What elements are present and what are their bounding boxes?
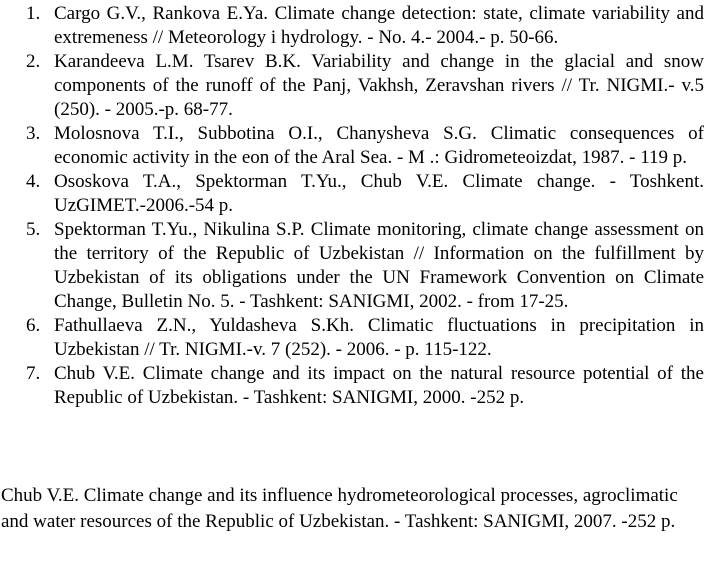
reference-item-4 — [0, 170, 704, 218]
reference-number: 5. — [26, 219, 41, 240]
reference-number: 4. — [26, 171, 41, 192]
reference-item-3 — [0, 122, 704, 170]
unnumbered-reference: Chub V.E. Climate change and its influence hydrometeorological processes, agroclimatic and water resources of the Republic of Uzbekistan. - Tashkent: SANIGMI, 2007. -252 p. — [1, 485, 678, 532]
reference-item-7 — [0, 362, 704, 410]
reference-text: Cargo G.V., Rankova E.Ya. Climate change detection: state, climate variability and extremeness // Meteorology i hydrology. - No. 4.- 2004.- p. 50-66. — [54, 3, 704, 48]
reference-item-5 — [0, 218, 704, 314]
reference-text: Spektorman T.Yu., Nikulina S.P. Climate monitoring, climate change assessment on the territory of the Republic of Uzbekistan // Information on the fulfillment by Uzbekistan of its obligations under the UN Framework Convention on Climate Change, Bulletin No. 5. - Tashkent: SANIGMI, 2002. - from 17-25. — [54, 219, 704, 312]
reference-text: Chub V.E. Climate change and its impact on the natural resource potential of the Republic of Uzbekistan. - Tashkent: SANIGMI, 2000. -252 p. — [54, 363, 704, 408]
reference-list — [0, 2, 704, 410]
reference-number: 6. — [26, 315, 41, 336]
reference-number: 1. — [26, 3, 41, 24]
reference-text: Fathullaeva Z.N., Yuldasheva S.Kh. Climatic fluctuations in precipitation in Uzbekistan // Tr. NIGMI.-v. 7 (252). - 2006. - p. 115-122. — [54, 315, 704, 360]
reference-text: Ososkova T.A., Spektorman T.Yu., Chub V.E. Climate change. - Toshkent. UzGIMET.-2006.-54 p. — [54, 171, 704, 216]
reference-item-1 — [0, 2, 704, 50]
reference-item-6 — [0, 314, 704, 362]
reference-number: 2. — [26, 51, 41, 72]
reference-item-2 — [0, 50, 704, 122]
reference-text: Karandeeva L.M. Tsarev B.K. Variability and change in the glacial and snow components of the runoff of the Panj, Vakhsh, Zeravshan rivers // Tr. NIGMI.- v.5 (250). - 2005.-p. 68-77. — [54, 51, 704, 120]
reference-number: 7. — [26, 363, 41, 384]
reference-number: 3. — [26, 123, 41, 144]
reference-text: Molosnova T.I., Subbotina O.I., Chanysheva S.G. Climatic consequences of economic activity in the eon of the Aral Sea. - M .: Gidrometeoizdat, 1987. - 119 p. — [54, 123, 704, 168]
